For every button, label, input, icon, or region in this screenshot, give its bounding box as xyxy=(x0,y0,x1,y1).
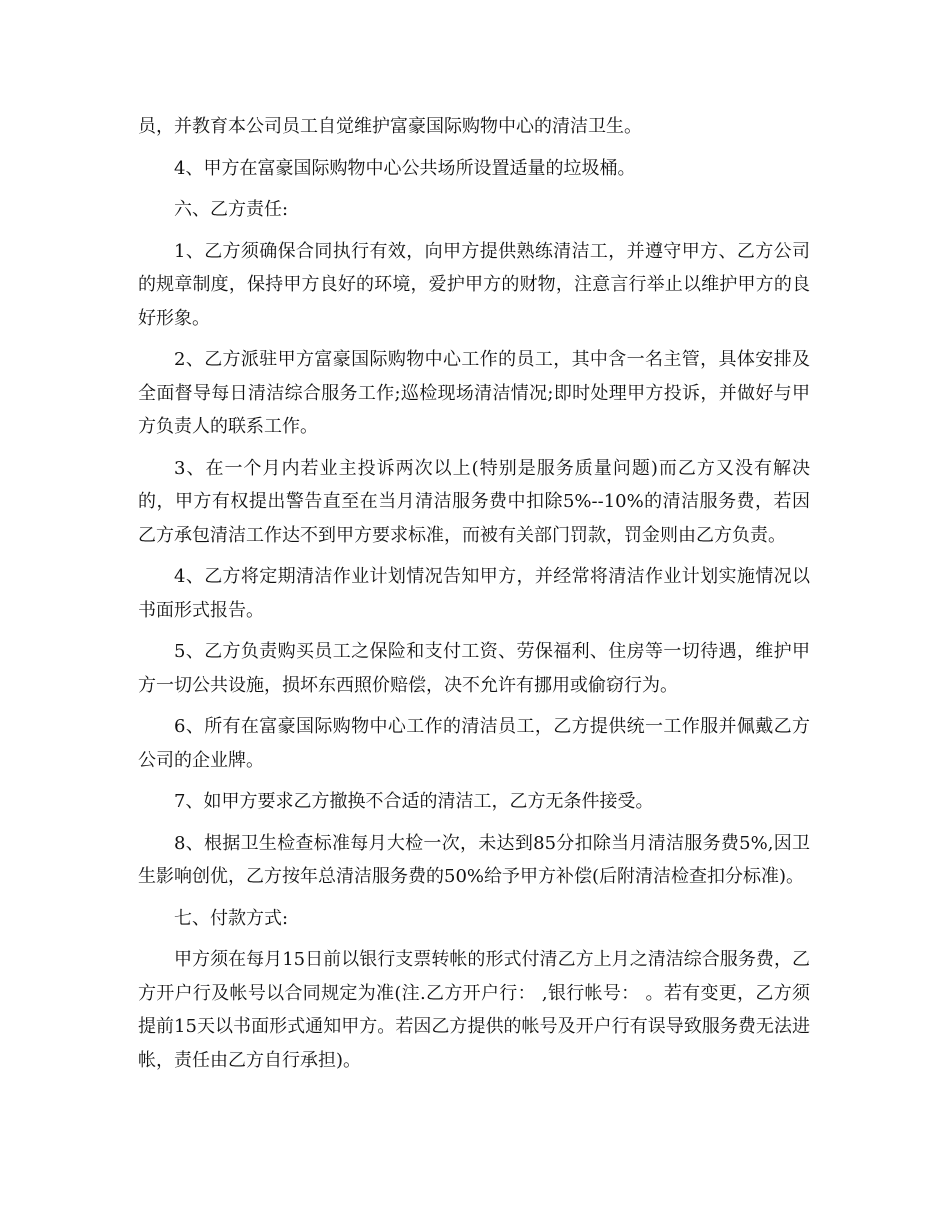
paragraph-clause-3: 3、在一个月内若业主投诉两次以上(特别是服务质量问题)而乙方又没有解决的，甲方有权提出警告直至在当月清洁服务费中扣除5%--10%的清洁服务费，若因乙方承包清洁工作达不到甲方要求标准，而被有关部门罚款，罚金则由乙方负责。 xyxy=(138,457,810,546)
paragraph-clause-7: 7、如甲方要求乙方撤换不合适的清洁工，乙方无条件接受。 xyxy=(174,791,654,812)
paragraph-clause-8: 8、根据卫生检查标准每月大检一次，未达到85分扣除当月清洁服务费5%,因卫生影响创优，乙方按年总清洁服务费的50%给予甲方补偿(后附清洁检查扣分标准)。 xyxy=(138,832,810,887)
paragraph-clause-1: 1、乙方须确保合同执行有效，向甲方提供熟练清洁工，并遵守甲方、乙方公司的规章制度，保持甲方良好的环境，爱护甲方的财物，注意言行举止以维护甲方的良好形象。 xyxy=(138,240,810,329)
paragraph-clause-5: 5、乙方负责购买员工之保险和支付工资、劳保福利、住房等一切待遇，维护甲方一切公共设施，损坏东西照价赔偿，决不允许有挪用或偷窃行为。 xyxy=(138,641,810,696)
paragraph-payment-terms: 甲方须在每月15日前以银行支票转帐的形式付清乙方上月之清洁综合服务费，乙方开户行及帐号以合同规定为准(注.乙方开户行： ,银行帐号： 。若有变更，乙方须提前15天以书面形式通知甲方。若因乙方提供的帐号及开户行有误导致服务费无法进帐，责任由乙方自行承担)。 xyxy=(138,949,810,1071)
section-heading-payment: 七、付款方式: xyxy=(174,907,289,929)
paragraph-clause-4-party-a: 4、甲方在富豪国际购物中心公共场所设置适量的垃圾桶。 xyxy=(174,157,636,179)
document-body xyxy=(138,110,810,1077)
paragraph-clause-2: 2、乙方派驻甲方富豪国际购物中心工作的员工，其中含一名主管，具体安排及全面督导每日清洁综合服务工作;巡检现场清洁情况;即时处理甲方投诉，并做好与甲方负责人的联系工作。 xyxy=(138,349,810,437)
paragraph-clause-6: 6、所有在富豪国际购物中心工作的清洁员工，乙方提供统一工作服并佩戴乙方公司的企业牌。 xyxy=(138,716,810,771)
section-heading-party-b-duties: 六、乙方责任: xyxy=(174,199,289,220)
paragraph-clause-4: 4、乙方将定期清洁作业计划情况告知甲方，并经常将清洁作业计划实施情况以书面形式报告。 xyxy=(138,566,810,621)
paragraph-continuation: 员，并教育本公司员工自觉维护富豪国际购物中心的清洁卫生。 xyxy=(138,116,642,137)
